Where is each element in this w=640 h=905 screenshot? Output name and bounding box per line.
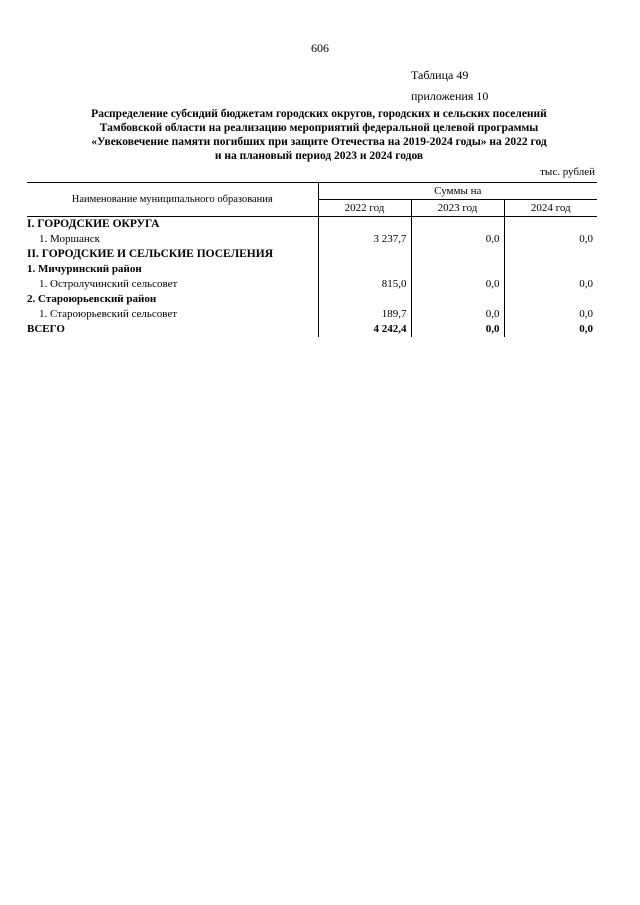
cell-2023: 0,0 <box>411 322 504 337</box>
cell-2024 <box>504 247 597 262</box>
cell-2022: 4 242,4 <box>318 322 411 337</box>
cell-2022: 3 237,7 <box>318 232 411 247</box>
unit-label: тыс. рублей <box>540 166 595 178</box>
cell-2024 <box>504 292 597 307</box>
cell-2023 <box>411 262 504 277</box>
table-row <box>27 292 597 307</box>
title-line: «Увековечение памяти погибших при защите Отечества на 2019-2024 годы» на 2022 год <box>91 136 547 148</box>
appendix-label: приложения 10 <box>411 89 489 103</box>
table-row-total <box>27 322 597 337</box>
row-name: ВСЕГО <box>27 322 318 337</box>
table-row <box>27 217 597 233</box>
column-header-sums: Суммы на <box>318 183 597 200</box>
row-name: I. ГОРОДСКИЕ ОКРУГА <box>27 217 318 233</box>
table-label: Таблица 49 <box>411 68 469 82</box>
column-header-2024: 2024 год <box>504 200 597 217</box>
cell-2023 <box>411 292 504 307</box>
cell-2024 <box>504 217 597 233</box>
table-row <box>27 232 597 247</box>
cell-2024: 0,0 <box>579 233 594 245</box>
column-header-2022: 2022 год <box>318 200 411 217</box>
title-line: Распределение субсидий бюджетам городских округов, городских и сельских поселений <box>91 108 547 120</box>
row-name: 1. Остролучинский сельсовет <box>27 277 318 292</box>
row-name: 1. Моршанск <box>27 232 318 247</box>
cell-2023: 0,0 <box>411 307 504 322</box>
title-line: Тамбовской области на реализацию мероприятий федеральной целевой программы <box>99 122 539 134</box>
cell-2023: 0,0 <box>411 277 504 292</box>
column-header-name: Наименование муниципального образования <box>27 183 318 217</box>
cell-2022 <box>318 292 411 307</box>
cell-2022: 189,7 <box>318 307 411 322</box>
cell-2024: 0,0 <box>579 323 594 335</box>
cell-2024: 0,0 <box>579 308 594 320</box>
cell-2024 <box>504 262 597 277</box>
table-row <box>27 262 597 277</box>
cell-2024: 0,0 <box>579 278 594 290</box>
cell-2023 <box>411 217 504 233</box>
cell-2022 <box>318 262 411 277</box>
subsidy-table <box>27 182 597 337</box>
row-name: 1. Мичуринский район <box>27 262 318 277</box>
row-name: 2. Староюрьевский район <box>27 292 318 307</box>
page-number: 606 <box>311 41 329 55</box>
cell-2022 <box>318 247 411 262</box>
row-name: 1. Староюрьевский сельсовет <box>27 307 318 322</box>
document-title <box>34 107 604 163</box>
table-row <box>27 307 597 322</box>
column-header-2023: 2023 год <box>411 200 504 217</box>
title-line: и на плановый период 2023 и 2024 годов <box>214 150 424 162</box>
cell-2022: 815,0 <box>318 277 411 292</box>
row-name: II. ГОРОДСКИЕ И СЕЛЬСКИЕ ПОСЕЛЕНИЯ <box>27 247 318 262</box>
cell-2023 <box>411 247 504 262</box>
table-row <box>27 247 597 262</box>
cell-2023: 0,0 <box>411 232 504 247</box>
cell-2022 <box>318 217 411 233</box>
table-row <box>27 277 597 292</box>
